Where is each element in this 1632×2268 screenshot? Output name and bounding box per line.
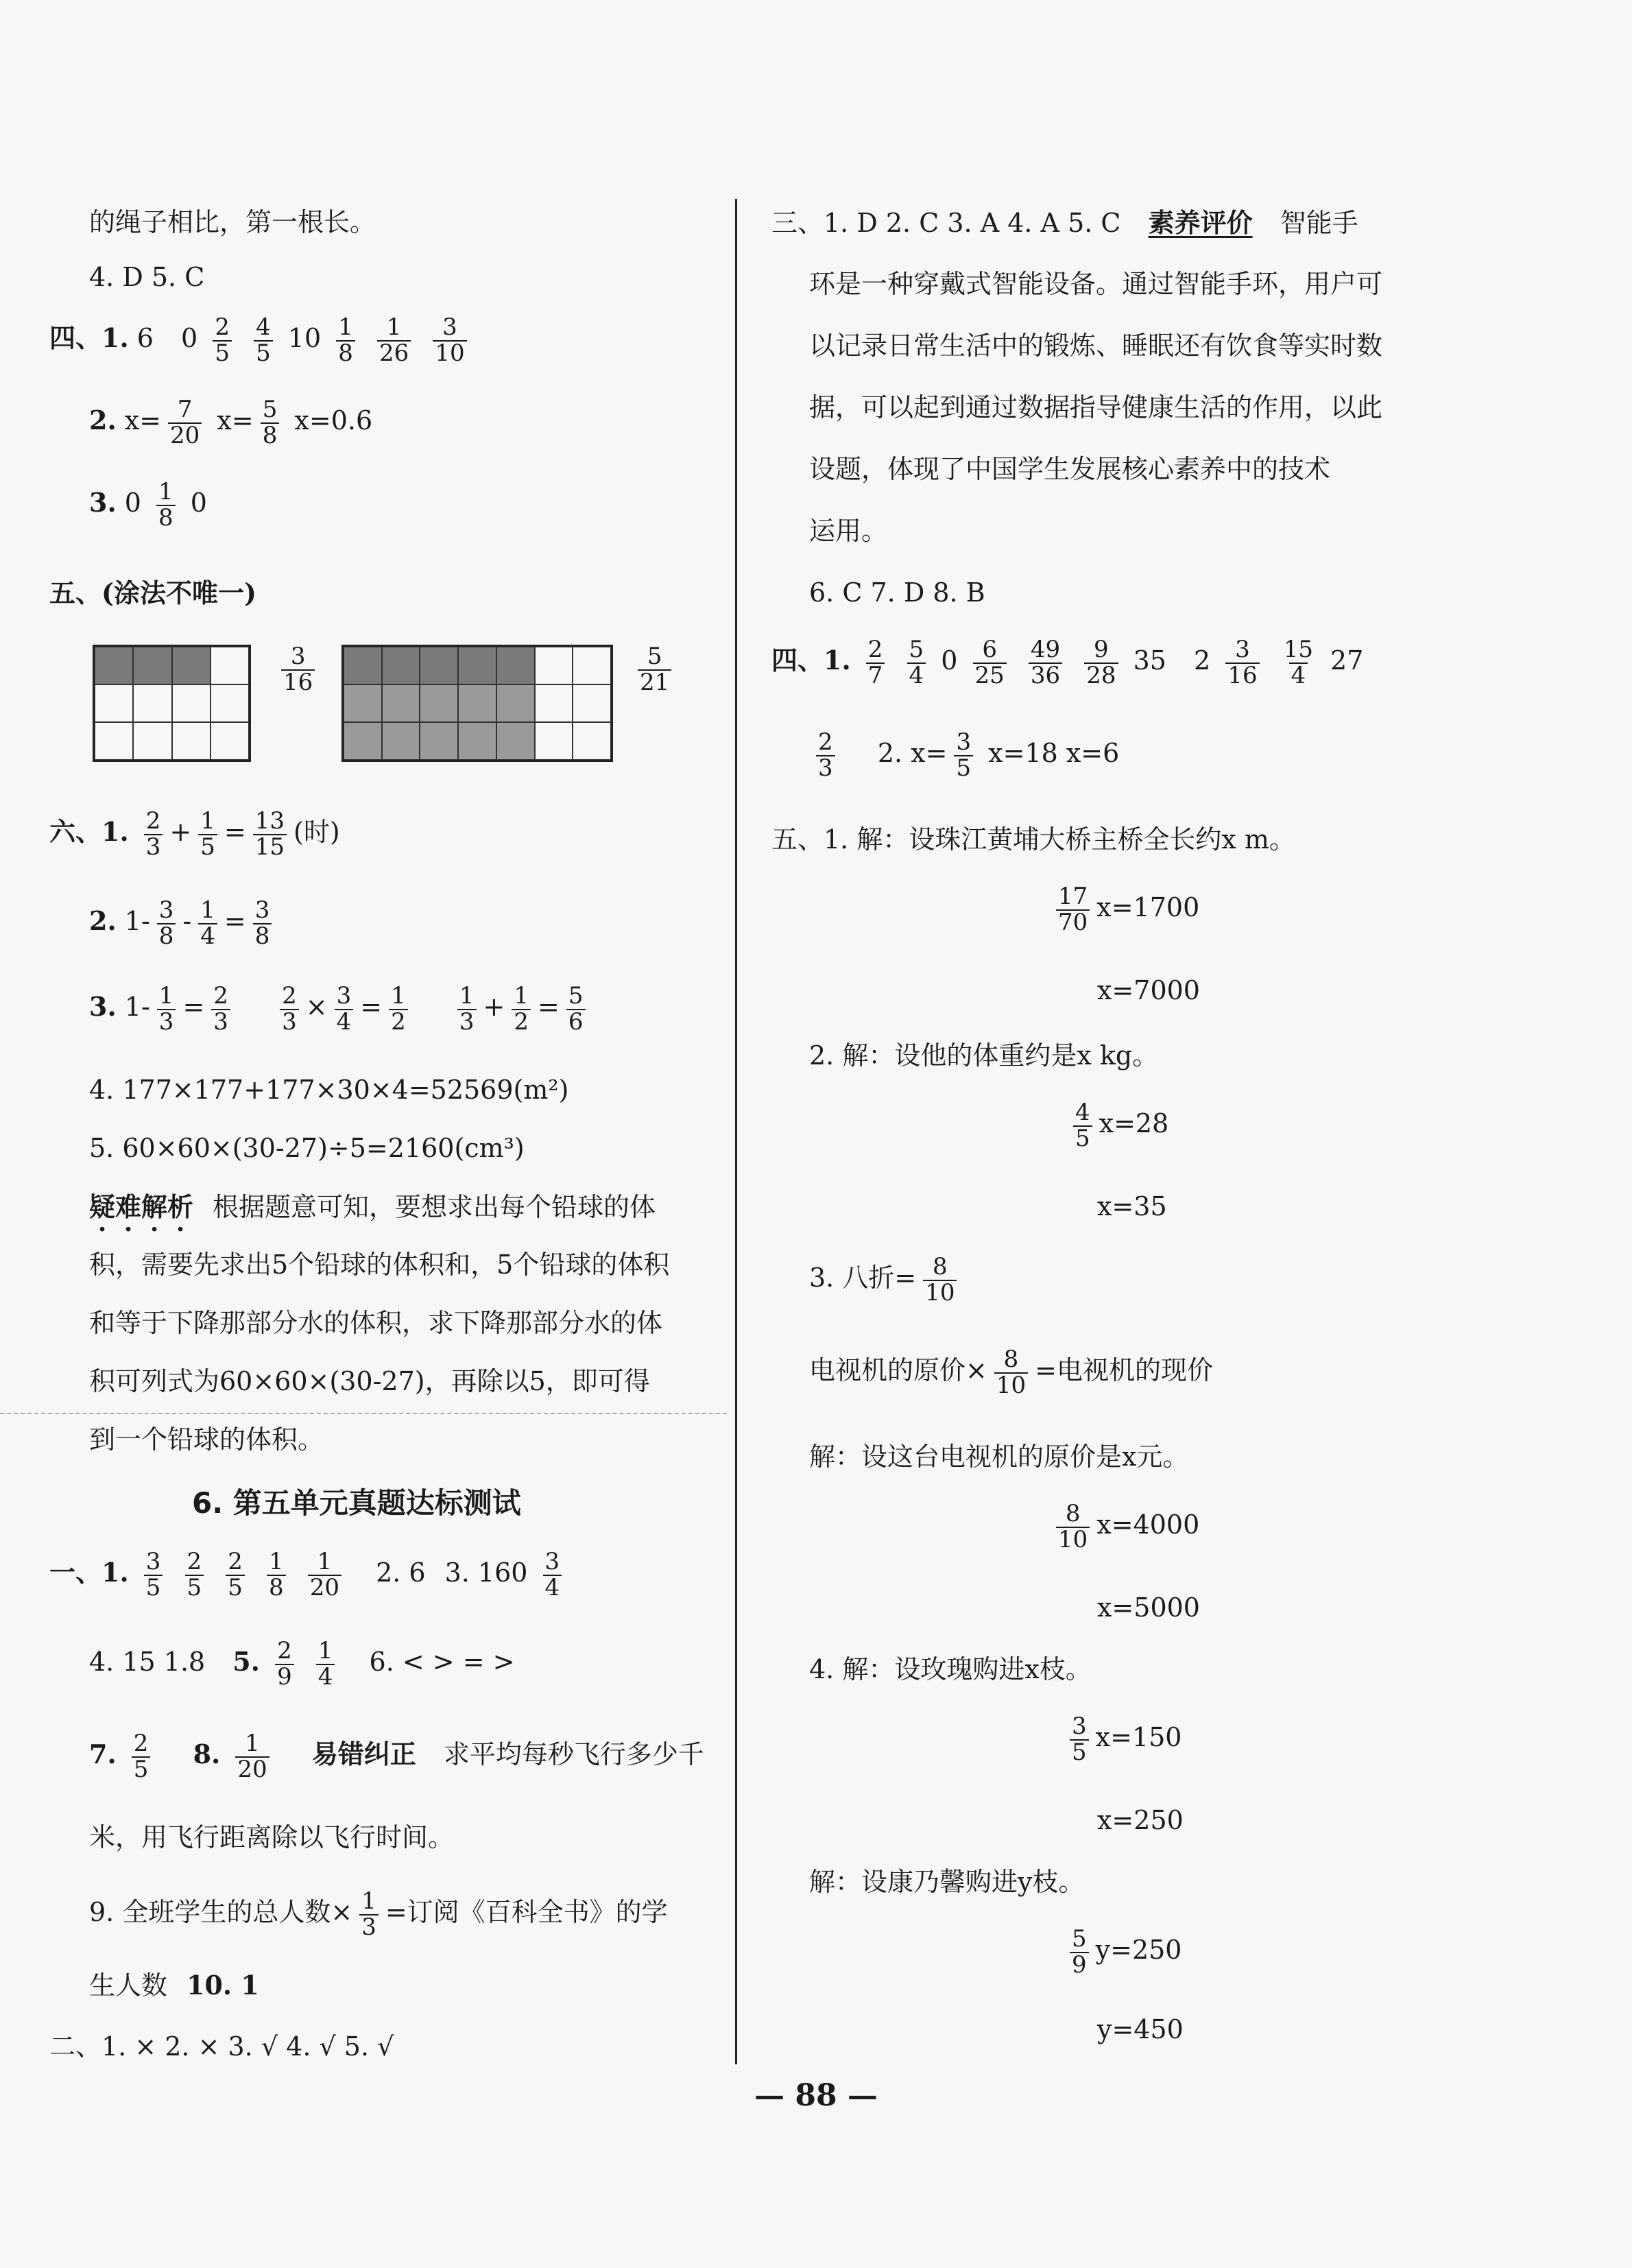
section-four [49,315,474,366]
divider [0,1413,727,1414]
analysis-line-3: 和等于下降那部分水的体积，求下降那部分水的体 [89,1308,663,1338]
eq: $\frac{4}{5}$ x=28 [1066,1101,1168,1151]
s6-q4: 4. 177×177+177×30×4=52569(m²) [89,1075,569,1105]
r-s4-q2: $\frac{2}{3}$ 2. x= $\frac{3}{5}$ x=18 x=6 [809,730,1119,780]
t1-q1: 一、1. $\frac{3}{5}$ $\frac{2}{5}$ $\frac{2}{5}$ $\frac{1}{8}$ $\frac{1}{20}$ 2. 6 3. 160 $\frac{3}{4}$ [49,1550,568,1600]
s6-q5: 5. 60×60×(30-27)÷5=2160(cm³) [89,1133,525,1163]
t1-err2: 米，用飞行距离除以飞行时间。 [89,1822,455,1852]
s6-q2: 2. 1- $\frac{3}{8}$ - $\frac{1}{4}$ = $\frac{3}{8}$ [89,898,278,948]
eq: $\frac{17}{70}$ x=1700 [1049,885,1199,935]
r-line-2: 环是一种穿戴式智能设备。通过智能手环，用户可 [809,269,1383,299]
analysis-line-1: 疑难解析 根据题意可知，要想求出每个铅球的体 [89,1191,656,1222]
eq: x=250 [1097,1805,1184,1835]
literacy-label: 素养评价 [1148,207,1253,238]
r-line-5: 设题，体现了中国学生发展核心素养中的技术 [809,454,1331,484]
eq: $\frac{5}{9}$ y=250 [1063,1927,1181,1977]
r-s5-q2: 2. 解：设他的体重约是x kg。 [809,1040,1159,1071]
eq: $\frac{8}{10}$ x=4000 [1049,1502,1199,1552]
r-s5-q3: 3. 八折= $\frac{8}{10}$ [809,1255,963,1305]
error-correction-label: 易错纠正 [311,1739,416,1770]
s6-q1: 六、1. $\frac{2}{3}$ + $\frac{1}{5}$ = $\frac{13}{15}$ (时) [49,807,340,861]
r-s5-q1: 五、1. 解：设珠江黄埔大桥主桥全长约x m。 [771,824,1295,855]
t1-q9: 9. 全班学生的总人数× $\frac{1}{3}$ =订阅《百科全书》的学 [89,1887,668,1941]
analysis-line-2: 积，需要先求出5个铅球的体积和，5个铅球的体积 [89,1250,670,1280]
r-s5-q3d: 解：设这台电视机的原价是x元。 [809,1442,1189,1472]
eq: x=5000 [1097,1592,1200,1623]
fraction: $\frac{1}{8}$ [336,315,355,366]
answers-line: 4. D 5. C [89,262,205,292]
t2-answers: 二、1. × 2. × 3. √ 4. √ 5. √ [49,2031,394,2062]
value: 0 [181,323,198,354]
grid1-fraction: $\frac{3}{16}$ [274,645,322,695]
analysis-label: 疑难解析 [89,1191,194,1222]
page-number: — 88 — [754,2078,878,2113]
s6-q3: 3. 1- $\frac{1}{3}$ = $\frac{2}{3}$ $\frac{2}{3}$ × $\frac{3}{4}$ = $\frac{1}{2}$ $\frac{1}{3}$ + $\frac{1}{2}$ = $\frac{5}{6}$ [89,984,592,1034]
r-s5-q4b: 解：设康乃馨购进y枝。 [809,1867,1085,1897]
value: 10 [287,323,322,354]
section-title: 6. 第五单元真题达标测试 [192,1486,521,1520]
section-five: 五、(涂法不唯一) [49,577,256,608]
eq: x=7000 [1097,975,1200,1005]
r-s5-q4: 4. 解：设玫瑰购进x枝。 [809,1654,1092,1684]
fraction: $\frac{2}{5}$ [213,315,232,366]
fraction: $\frac{3}{10}$ [433,315,466,366]
analysis-line-4: 积可列式为60×60×(30-27)，再除以5，即可得 [89,1366,650,1396]
s4-q3: 3. 0 $\frac{1}{8}$ 0 [89,478,207,532]
r-line-4: 据，可以起到通过数据指导健康生活的作用，以此 [809,392,1383,422]
r-s4-q1: 四、1. $\frac{2}{7}$ $\frac{5}{4}$ 0 $\frac{6}{25}$ $\frac{49}{36}$ $\frac{9}{28}$ 35 2 $\frac{3}{16}$ $\frac{15}{4}$ 27 [771,636,1364,689]
s4-q2: 2. x= $\frac{7}{20}$ x= $\frac{5}{8}$ x=0.6 [89,396,373,449]
fraction-grid-2 [341,645,613,762]
eq: y=450 [1097,2014,1184,2044]
r-s5-q3b: 电视机的原价× $\frac{8}{10}$ =电视机的现价 [809,1346,1213,1399]
fraction: $\frac{4}{5}$ [254,315,273,366]
analysis-line-5: 到一个铅球的体积。 [89,1424,324,1455]
r-line-3: 以记录日常生活中的锻炼、睡眠还有饮食等实时数 [809,331,1383,361]
fraction: $\frac{1}{26}$ [377,315,411,366]
r-line-1: 三、1. D 2. C 3. A 4. A 5. C 素养评价 智能手 [771,207,1358,238]
label: 四、1. [49,322,129,354]
r-line-6: 运用。 [809,516,888,546]
text-line: 的绳子相比，第一根长。 [89,207,376,237]
value: 6 [136,323,154,354]
eq: $\frac{3}{5}$ x=150 [1063,1715,1181,1765]
t1-q4: 4. 15 1.8 5. $\frac{2}{9}$ $\frac{1}{4}$ 6. < > = > [89,1637,515,1691]
grid2-fraction: $\frac{5}{21}$ [631,645,678,695]
fraction-grid-1 [93,645,251,762]
eq: x=35 [1097,1191,1167,1221]
t1-q10: 生人数 10. 1 [89,1970,259,2001]
t1-q7: 7. $\frac{2}{5}$ 8. $\frac{1}{20}$ 易错纠正 求平均每秒飞行多少千 [89,1730,704,1783]
r-line-7: 6. C 7. D 8. B [809,577,985,608]
column-divider [735,199,737,2064]
